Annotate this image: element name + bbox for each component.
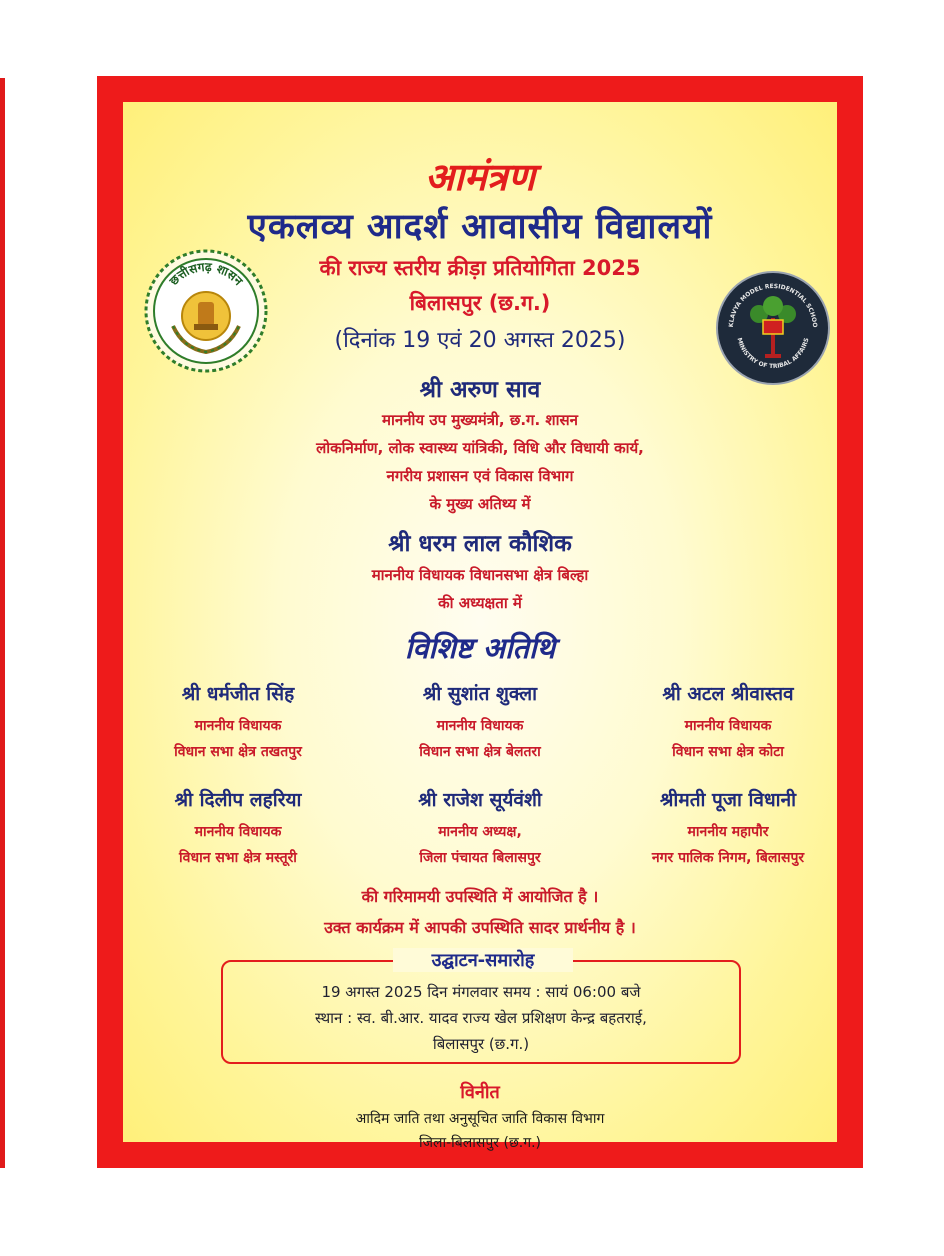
event-name: की राज्य स्तरीय क्रीड़ा प्रतियोगिता 2025	[319, 256, 641, 280]
special-guest-name: श्री धर्मजीत सिंह	[181, 683, 295, 705]
inauguration-venue: स्थान : स्व. बी.आर. यादव राज्य खेल प्रशिक्षण केन्द्र बहतराई,	[315, 1009, 647, 1027]
special-guest-role: माननीय विधायक	[684, 718, 772, 734]
special-guest-name: श्रीमती पूजा विधानी	[659, 789, 797, 811]
chief-guest-line: नगरीय प्रशासन एवं विकास विभाग	[386, 467, 574, 485]
president-line: माननीय विधायक विधानसभा क्षेत्र बिल्हा	[371, 566, 589, 584]
chief-guest-line: लोकनिर्माण, लोक स्वास्थ्य यांत्रिकी, विधि और विधायी कार्य,	[316, 439, 644, 457]
special-guest	[360, 786, 600, 871]
school-name-heading: एकलव्य आदर्श आवासीय विद्यालयों	[247, 207, 713, 247]
president-name: श्री धरम लाल कौशिक	[388, 531, 572, 557]
special-guest-role: माननीय विधायक	[194, 718, 282, 734]
special-guest-name: श्री सुशांत शुक्ला	[422, 683, 538, 705]
inauguration-box	[221, 950, 741, 1064]
special-guest-role: माननीय विधायक	[194, 824, 282, 840]
president-line: की अध्यक्षता में	[438, 594, 522, 612]
special-guest	[608, 680, 848, 765]
special-guest-detail: विधान सभा क्षेत्र कोटा	[672, 744, 784, 760]
chief-guest-name: श्री अरुण साव	[419, 377, 541, 403]
invitation-card	[123, 102, 837, 1151]
department-name: आदिम जाति तथा अनुसूचित जाति विकास विभाग	[355, 1111, 605, 1127]
special-guest-role: माननीय अध्यक्ष,	[438, 824, 522, 840]
special-guest	[360, 680, 600, 765]
page-edge-strip	[0, 78, 5, 1168]
chief-guest-line: के मुख्य अतिथ्य में	[429, 495, 531, 513]
special-guest	[118, 786, 358, 871]
vinit-label: विनीत	[460, 1082, 500, 1103]
svg-text:छत्तीसगढ़ शासन: छत्तीसगढ़ शासन	[166, 259, 246, 289]
district-name: जिला-बिलासपुर (छ.ग.)	[418, 1135, 542, 1151]
special-guest-name: श्री राजेश सूर्यवंशी	[418, 789, 542, 811]
event-dates: (दिनांक 19 एवं 20 अगस्त 2025)	[334, 328, 626, 353]
special-guests-heading: विशिष्ट अतिथि	[404, 631, 556, 665]
invitation-frame	[97, 76, 863, 1168]
closing-line: की गरिमामयी उपस्थिति में आयोजित है ।	[361, 887, 599, 906]
invitation-title: आमंत्रण	[424, 154, 535, 199]
special-guest-detail: नगर पालिक निगम, बिलासपुर	[651, 850, 805, 866]
special-guest-role: माननीय विधायक	[436, 718, 524, 734]
special-guest-name: श्री दिलीप लहरिया	[174, 789, 302, 811]
svg-text:EKLAVYA MODEL RESIDENTIAL SCHO: KLAVYA MODEL RESIDENTIAL SCHOO	[727, 282, 819, 328]
chief-guest-line: माननीय उप मुख्यमंत्री, छ.ग. शासन	[382, 411, 578, 429]
special-guest	[608, 786, 848, 871]
special-guest-detail: विधान सभा क्षेत्र मस्तूरी	[179, 850, 297, 866]
svg-text:MINISTRY OF TRIBAL AFFAIRS: MINISTRY OF TRIBAL AFFAIRS	[735, 337, 811, 371]
special-guest-detail: विधान सभा क्षेत्र बेलतरा	[419, 744, 541, 760]
venue-city: बिलासपुर (छ.ग.)	[409, 291, 551, 315]
inauguration-venue-city: बिलासपुर (छ.ग.)	[432, 1035, 530, 1053]
closing-line: उक्त कार्यक्रम में आपकी उपस्थिति सादर प्रार्थनीय है ।	[324, 918, 636, 937]
inauguration-title: उद्घाटन-समारोह	[393, 948, 573, 972]
special-guest	[118, 680, 358, 765]
special-guest-detail: जिला पंचायत बिलासपुर	[419, 850, 541, 866]
special-guest-name: श्री अटल श्रीवास्तव	[662, 683, 794, 705]
inauguration-time: 19 अगस्त 2025 दिन मंगलवार समय : सायं 06:00 बजे	[321, 983, 641, 1001]
special-guest-detail: विधान सभा क्षेत्र तखतपुर	[174, 744, 302, 760]
special-guest-role: माननीय महापौर	[687, 824, 769, 840]
